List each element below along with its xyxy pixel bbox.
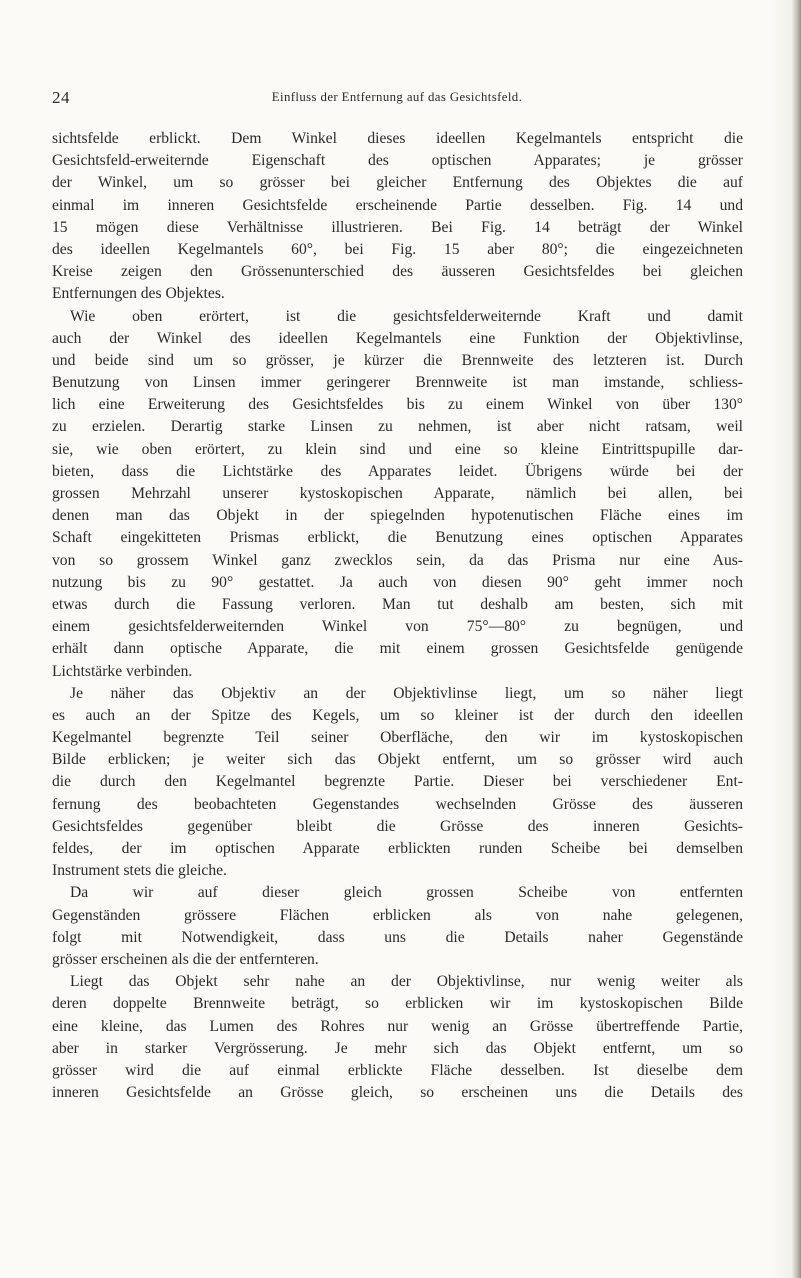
text-line: einem gesichtsfelderweiternden Winkel von 75°—80° zu begnügen, und — [52, 618, 743, 636]
text-line: grossen Mehrzahl unserer kystoskopischen Apparate, nämlich bei allen, bei — [52, 485, 743, 502]
text-line: Kreise zeigen den Grössenunterschied des äusseren Gesichtsfeldes bei gleichen — [52, 263, 743, 281]
text-line: Liegt das Objekt sehr nahe an der Objektivlinse, nur wenig weiter als — [70, 973, 743, 991]
text-line: zu erzielen. Derartig starke Linsen zu nehmen, ist aber nicht ratsam, weil — [52, 418, 743, 436]
text-line: der Winkel, um so grösser bei gleicher Entfernung des Objektes die auf — [52, 174, 743, 192]
text-line: auch der Winkel des ideellen Kegelmantels eine Funktion der Objektivlinse, — [52, 329, 743, 347]
page-number: 24 — [52, 88, 70, 107]
text-line: bieten, dass die Lichtstärke des Apparates leidet. Übrigens würde bei der — [52, 462, 743, 480]
text-line: nutzung bis zu 90° gestattet. Ja auch von diesen 90° geht immer noch — [52, 573, 743, 591]
text-line: Instrument stets die gleiche. — [52, 862, 227, 880]
text-line: Gesichtsfeld-erweiternde Eigenschaft des optischen Apparates; je grösser — [52, 152, 743, 170]
text-line: denen man das Objekt in der spiegelnden hypotenutischen Fläche eines im — [52, 507, 743, 525]
text-line: Gegenständen grössere Flächen erblicken als von nahe gelegenen, — [52, 906, 743, 924]
text-line: grösser erscheinen als die der entfernteren. — [52, 950, 319, 968]
text-line: Wie oben erörtert, ist die gesichtsfelderweiternde Kraft und damit — [70, 307, 743, 325]
text-line: Benutzung von Linsen immer geringerer Brennweite ist man imstande, schliess- — [52, 374, 743, 392]
text-line: folgt mit Notwendigkeit, dass uns die Details naher Gegenstände — [52, 928, 743, 946]
text-line: etwas durch die Fassung verloren. Man tut deshalb am besten, sich mit — [52, 595, 743, 613]
page-edge-shadow — [792, 0, 801, 1278]
text-line: lich eine Erweiterung des Gesichtsfeldes bis zu einem Winkel von über 130° — [52, 396, 743, 414]
text-line: grösser wird die auf einmal erblickte Fläche desselben. Ist dieselbe dem — [52, 1061, 743, 1079]
text-line: Kegelmantel begrenzte Teil seiner Oberfläche, den wir im kystoskopischen — [52, 729, 743, 747]
text-line: feldes, der im optischen Apparate erblickten runden Scheibe bei demselben — [52, 840, 743, 857]
text-line: eine kleine, das Lumen des Rohres nur wenig an Grösse übertreffende Partie, — [52, 1017, 743, 1035]
text-line: sie, wie oben erörtert, zu klein sind und eine so kleine Eintrittspupille dar- — [52, 440, 743, 458]
text-line: Gesichtsfeldes gegenüber bleibt die Grösse des inneren Gesichts- — [52, 817, 743, 835]
page-header — [52, 88, 742, 108]
text-line: fernung des beobachteten Gegenstandes wechselnden Grösse des äusseren — [52, 795, 743, 813]
text-line: Je näher das Objektiv an der Objektivlinse liegt, um so näher liegt — [70, 684, 743, 702]
text-line: inneren Gesichtsfelde an Grösse gleich, so erscheinen uns die Details des — [52, 1084, 743, 1102]
text-line: aber in starker Vergrösserung. Je mehr sich das Objekt entfernt, um so — [52, 1039, 743, 1057]
text-line: Da wir auf dieser gleich grossen Scheibe von entfernten — [70, 884, 743, 902]
text-line: sichtsfelde erblickt. Dem Winkel dieses ideellen Kegelmantels entspricht die — [52, 130, 743, 147]
text-line: Entfernungen des Objektes. — [52, 285, 225, 303]
text-line: von so grossem Winkel ganz zwecklos sein, da das Prisma nur eine Aus- — [52, 551, 743, 569]
text-line: und beide sind um so grösser, je kürzer die Brennweite des letzteren ist. Durch — [52, 351, 743, 369]
running-head: Einfluss der Entfernung auf das Gesichtsfeld. — [271, 90, 523, 104]
text-line: Bilde erblicken; je weiter sich das Objekt entfernt, um so grösser wird auch — [52, 751, 743, 769]
text-line: deren doppelte Brennweite beträgt, so erblicken wir im kystoskopischen Bilde — [52, 995, 743, 1013]
text-line: Schaft eingekitteten Prismas erblickt, die Benutzung eines optischen Apparates — [52, 529, 743, 547]
text-line: es auch an der Spitze des Kegels, um so kleiner ist der durch den ideellen — [52, 706, 743, 724]
body-text — [52, 128, 743, 1104]
text-line: die durch den Kegelmantel begrenzte Partie. Dieser bei verschiedener Ent- — [52, 773, 743, 791]
text-line: erhält dann optische Apparate, die mit einem grossen Gesichtsfelde genügende — [52, 640, 743, 658]
text-line: 15 mögen diese Verhältnisse illustrieren. Bei Fig. 14 beträgt der Winkel — [52, 218, 743, 236]
text-line: des ideellen Kegelmantels 60°, bei Fig. 15 aber 80°; die eingezeichneten — [52, 240, 743, 258]
text-line: einmal im inneren Gesichtsfelde erscheinende Partie desselben. Fig. 14 und — [52, 196, 743, 214]
text-line: Lichtstärke verbinden. — [52, 662, 193, 680]
